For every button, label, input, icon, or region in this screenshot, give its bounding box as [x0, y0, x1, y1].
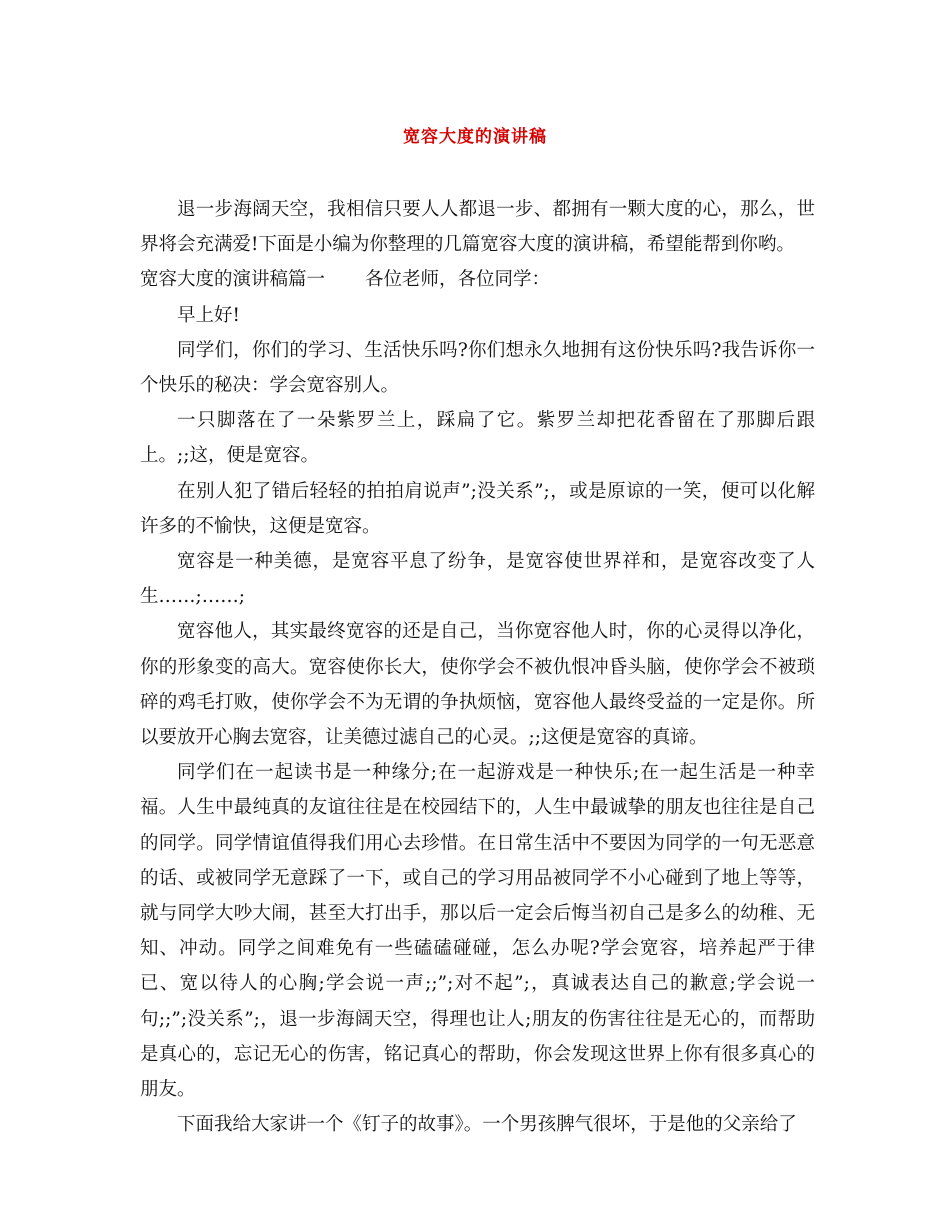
- paragraph-pat-shoulder: 在别人犯了错后轻轻的拍拍肩说声”;没关系”;，或是原谅的一笑，便可以化解许多的不愉快，这便是宽容。: [140, 480, 815, 537]
- paragraph-happiness-secret: 同学们，你们的学习、生活快乐吗?你们想永久地拥有这份快乐吗?我告诉你一个快乐的秘决：学会宽容别人。: [140, 339, 815, 397]
- document-title: 宽容大度的演讲稿: [403, 127, 547, 147]
- document-body: [140, 192, 815, 1142]
- salutation: 各位老师，各位同学：: [365, 269, 551, 291]
- section-title: 宽容大度的演讲稿篇一: [140, 269, 326, 291]
- paragraph-violet: 一只脚落在了一朵紫罗兰上，踩扁了它。紫罗兰却把花香留在了那脚后跟上。;;这，便是宽容。: [140, 410, 815, 467]
- paragraph-virtue: 宽容是一种美德，是宽容平息了纷争，是宽容使世界祥和，是宽容改变了人生……;……;: [140, 551, 815, 608]
- section-heading-line: [140, 262, 815, 297]
- paragraph-nail-story: 下面我给大家讲一个《钉子的故事》。一个男孩脾气很坏，于是他的父亲给了: [177, 1114, 797, 1136]
- paragraph-tolerate-others: 宽容他人，其实最终宽容的还是自己，当你宽容他人时，你的心灵得以净化，你的形象变的高大。宽容使你长大，使你学会不被仇恨冲昏头脑，使你学会不被琐碎的鸡毛打败，使你学会不为无谓的争执烦恼，宽容他人最终受益的一定是你。所以要放开心胸去宽容，让美德过滤自己的心灵。;;这便是宽容的真谛。: [140, 621, 815, 749]
- paragraph-greeting: 早上好!: [177, 304, 240, 326]
- intro-paragraph: 退一步海阔天空，我相信只要人人都退一步、都拥有一颗大度的心，那么，世界将会充满爱!下面是小编为你整理的几篇宽容大度的演讲稿，希望能帮到你哟。: [140, 199, 815, 256]
- paragraph-classmates: 同学们在一起读书是一种缘分;在一起游戏是一种快乐;在一起生活是一种幸福。人生中最纯真的友谊往往是在校园结下的，人生中最诚挚的朋友也往往是自己的同学。同学情谊值得我们用心去珍惜。在日常生活中不要因为同学的一句无恶意的话、或被同学无意踩了一下，或自己的学习用品被同学不小心碰到了地上等等，就与同学大吵大闹，甚至大打出手，那以后一定会后悔当初自己是多么的幼稚、无知、冲动。同学之间难免有一些磕磕碰碰，怎么办呢?学会宽容，培养起严于律已、宽以待人的心胸;学会说一声;;”;对不起”;，真诚表达自己的歉意;学会说一句;;”;没关系”;，退一步海阔天空，得理也让人;朋友的伤害往往是无心的，而帮助是真心的，忘记无心的伤害，铭记真心的帮助，你会发现这世界上你有很多真心的朋友。: [140, 762, 815, 1101]
